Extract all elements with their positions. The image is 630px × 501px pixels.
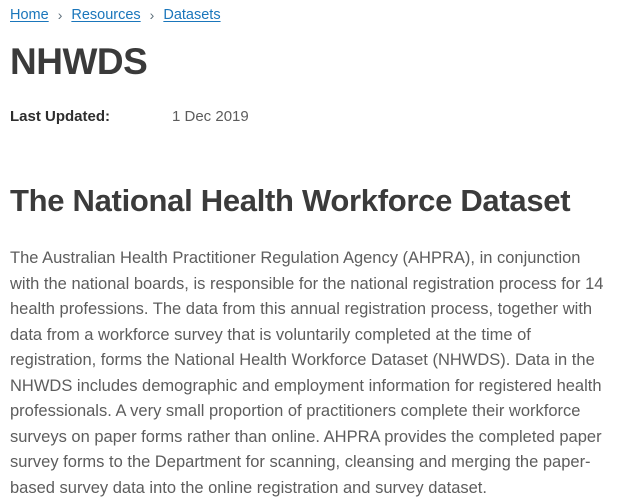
breadcrumb-separator-icon: › <box>57 7 63 24</box>
article-heading: The National Health Workforce Dataset <box>10 183 571 219</box>
breadcrumb-link-datasets[interactable]: Datasets <box>163 7 221 23</box>
breadcrumb-link-resources[interactable]: Resources <box>71 7 141 23</box>
page-title: NHWDS <box>10 41 148 83</box>
article-body-paragraph: The Australian Health Practitioner Regulation Agency (AHPRA), in conjunction with the national boards, is responsible for the national registration process for 14 health professions. The data from this annual registration process, together with data from a workforce survey that is voluntarily completed at the time of registration, forms the National Health Workforce Dataset (NHWDS). Data in the NHWDS includes demographic and employment information for registered health professionals. A very small proportion of practitioners complete their workforce surveys on paper forms rather than online. AHPRA provides the completed paper survey forms to the Department for scanning, cleansing and merging the paper-based survey data into the online registration and survey dataset. <box>10 249 604 497</box>
breadcrumb <box>10 7 614 24</box>
last-updated-row <box>10 108 614 125</box>
last-updated-label: Last Updated: <box>10 108 111 126</box>
breadcrumb-separator-icon: › <box>149 7 155 24</box>
breadcrumb-link-home[interactable]: Home <box>10 7 49 23</box>
last-updated-value: 1 Dec 2019 <box>172 108 249 126</box>
